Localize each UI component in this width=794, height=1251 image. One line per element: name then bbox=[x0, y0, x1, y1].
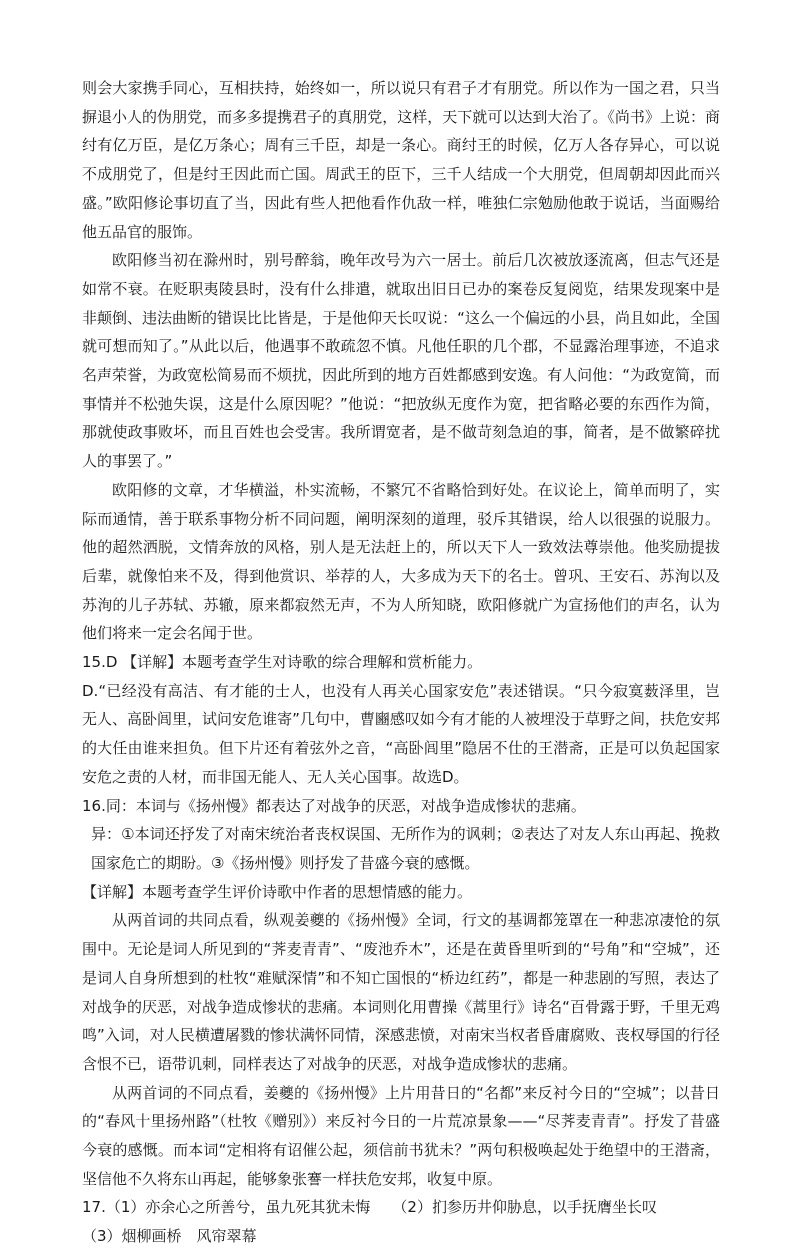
answer-text bbox=[82, 74, 720, 1251]
translation-paragraph-1: 则会大家携手同心，互相扶持，始终如一，所以说只有君子才有朋党。所以作为一国之君，只当摒退小人的伪朋党，而多多提携君子的真朋党，这样，天下就可以达到大治了。《尚书》上说：商纣有亿万臣，是亿万条心；周有三千臣，却是一条心。商纣王的时候，亿万人各存异心，可以说不成朋党了，但是纣王因此而亡国。周武王的臣下，三千人结成一个大朋党，但周朝却因此而兴盛。”欧阳修论事切直了当，因此有些人把他看作仇敌一样，唯独仁宗勉励他敢于说话，当面赐给他五品官的服饰。 bbox=[82, 79, 720, 241]
translation-paragraph-2: 欧阳修当初在滁州时，别号醉翁，晚年改号为六一居士。前后几次被放逐流离，但志气还是如常不衰。在贬职夷陵县时，没有什么排遣，就取出旧日已办的案卷反复阅览，结果发现案中是非颠倒、违法曲断的错误比比皆是，于是他仰天长叹说：“这么一个偏远的小县，尚且如此，全国就可想而知了。”从此以后，他遇事不敢疏忽不慎。凡他任职的几个郡，不显露治理事迹，不追求名声荣誉，为政宽松简易而不烦扰，因此所到的地方百姓都感到安逸。有人问他：“为政宽简，而事情并不松弛失误，这是什么原因呢？”他说：“把放纵无度作为宽，把省略必要的东西作为简，那就使政事败坏，而且百姓也会受害。我所谓宽者，是不做苛刻急迫的事，简者，是不做繁碎扰人的事罢了。” bbox=[82, 251, 720, 471]
translation-paragraph-3: 欧阳修的文章，才华横溢，朴实流畅，不繁冗不省略恰到好处。在议论上，简单而明了，实际而通情，善于联系事物分析不同问题，阐明深刻的道理，驳斥其错误，给人以很强的说服力。他的超然洒脱，文情奔放的风格，别人是无法赶上的，所以天下人一致效法尊崇他。他奖励提拔后辈，就像怕来不及，得到他赏识、举荐的人，大多成为天下的名士。曾巩、王安石、苏洵以及苏洵的儿子苏轼、苏辙，原来都寂然无声，不为人所知晓，欧阳修就广为宣扬他们的声名，认为他们将来一定会名闻于世。 bbox=[82, 480, 720, 643]
q17-answers bbox=[82, 1193, 720, 1222]
q16-difference: 异：①本词还抒发了对南宋统治者丧权误国、无所作为的讽刺；②表达了对友人东山再起、挽救国家危亡的期盼。③《扬州慢》则抒发了昔盛今衰的感慨。 bbox=[91, 825, 720, 872]
q17-answer-2: （2）扪参历井仰胁息，以手抚膺坐长叹 bbox=[392, 1198, 657, 1217]
q15-heading: 15.D 【详解】本题考查学生对诗歌的综合理解和赏析能力。 bbox=[82, 653, 483, 672]
q17-answer-1: 17.（1）亦余心之所善兮，虽九死其犹未悔 bbox=[82, 1198, 371, 1217]
q15-explanation: D.“已经没有高洁、有才能的士人，也没有人再关心国家安危”表述错误。“只今寂寞薮泽里，岂无人、高卧闾里，试问安危谁寄”几句中，曹豳感叹如今有才能的人被埋没于草野之间，扶危安邦的大任由谁来担负。但下片还有着弦外之音，“高卧闾里”隐居不仕的王潜斋，正是可以负起国家安危之责的人材，而非国无能人、无人关心国事。故选D。 bbox=[82, 681, 720, 786]
q17-answer-3: （3）烟柳画桥 风帘翠幕 bbox=[82, 1227, 257, 1246]
q16-analysis-2: 从两首词的不同点看，姜夔的《扬州慢》上片用昔日的“名都”来反衬今日的“空城”；以昔日的“春风十里扬州路”（杜牧《赠别》）来反衬今日的一片荒凉景象——“尽荠麦青青”。抒发了昔盛今衰的感慨。而本词“定相将有诏催公起，须信前书犹未？”两句积极唤起处于绝望中的王潜斋，坚信他不久将东山再起，能够象张謇一样扶危安邦，收复中原。 bbox=[82, 1083, 720, 1188]
q16-similarity: 16.同：本词与《扬州慢》都表达了对战争的厌恶，对战争造成惨状的悲痛。 bbox=[82, 796, 586, 815]
q16-analysis-1: 从两首词的共同点看，纵观姜夔的《扬州慢》全词，行文的基调都笼罩在一种悲凉凄怆的氛围中。无论是词人所见到的“荠麦青青”、“废池乔木”，还是在黄昏里听到的“号角”和“空城”，还是词人自身所想到的杜牧“难赋深情”和不知亡国恨的“桥边红药”，都是一种悲剧的写照，表达了对战争的厌恶，对战争造成惨状的悲痛。本词则化用曹操《蒿里行》诗名“百骨露于野，千里无鸡鸣”入词，对人民横遭屠戮的惨状满怀同情，深感悲愤，对南宋当权者昏庸腐败、丧权辱国的行径含恨不已，语带讥刺，同样表达了对战争的厌恶，对战争造成惨状的悲痛。 bbox=[82, 911, 720, 1073]
q16-detail-heading: 【详解】本题考查学生评价诗歌中作者的思想情感的能力。 bbox=[82, 882, 473, 901]
